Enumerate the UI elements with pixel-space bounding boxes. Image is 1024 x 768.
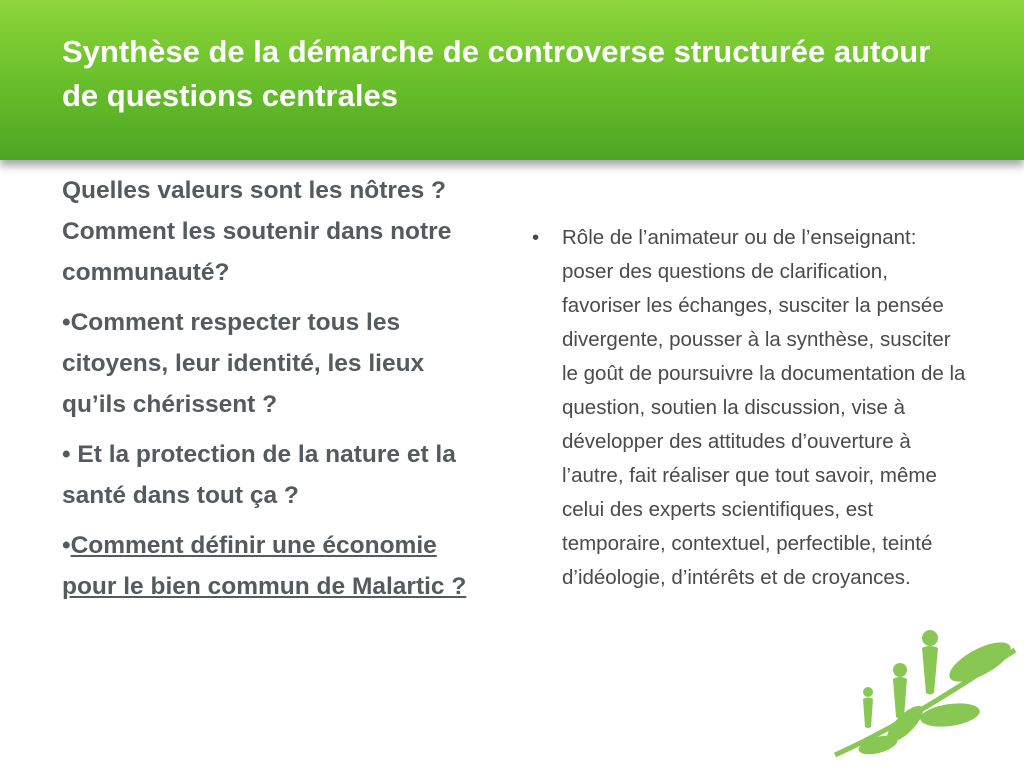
facilitator-role-text: Rôle de l’animateur ou de l’enseignant: poser des questions de clarification, favoriser les échanges, susciter la pensée divergente, pousser à la synthèse, susciter le goût de poursuivre la documentation de la question, soutien la discussion, vise à développer des attitudes d’ouverture à l’autre, fait réaliser que tout savoir, même celui des experts scientifiques, est temporaire, contextuel, perfectible, teinté d’idéologie, d’intérêts et de croyances. bbox=[562, 226, 966, 589]
slide-title: Synthèse de la démarche de controverse structurée autour de questions centrales bbox=[62, 34, 931, 113]
bullet-marker: • bbox=[62, 532, 71, 559]
question-values: Quelles valeurs sont les nôtres ? Comment les soutenir dans notre communauté? bbox=[62, 177, 452, 286]
title-banner bbox=[0, 0, 1024, 160]
question-economy bbox=[62, 525, 492, 607]
question-nature-health-text: Et la protection de la nature et la santé dans tout ça ? bbox=[62, 441, 456, 509]
bullet-marker: • bbox=[532, 226, 540, 249]
facilitator-role bbox=[532, 221, 972, 595]
question-nature-health bbox=[62, 434, 492, 516]
question-respect-text: Comment respecter tous les citoyens, leur identité, les lieux qu’ils chérissent ? bbox=[62, 309, 425, 418]
question-respect bbox=[62, 302, 492, 425]
leaf-people-icon bbox=[830, 620, 1020, 760]
bullet-marker: • bbox=[62, 309, 71, 336]
question-economy-text: Comment définir une économie pour le bien commun de Malartic ? bbox=[62, 532, 467, 600]
central-questions bbox=[62, 170, 492, 616]
bullet-marker: • bbox=[62, 441, 78, 468]
facilitator-role-item bbox=[532, 221, 972, 595]
